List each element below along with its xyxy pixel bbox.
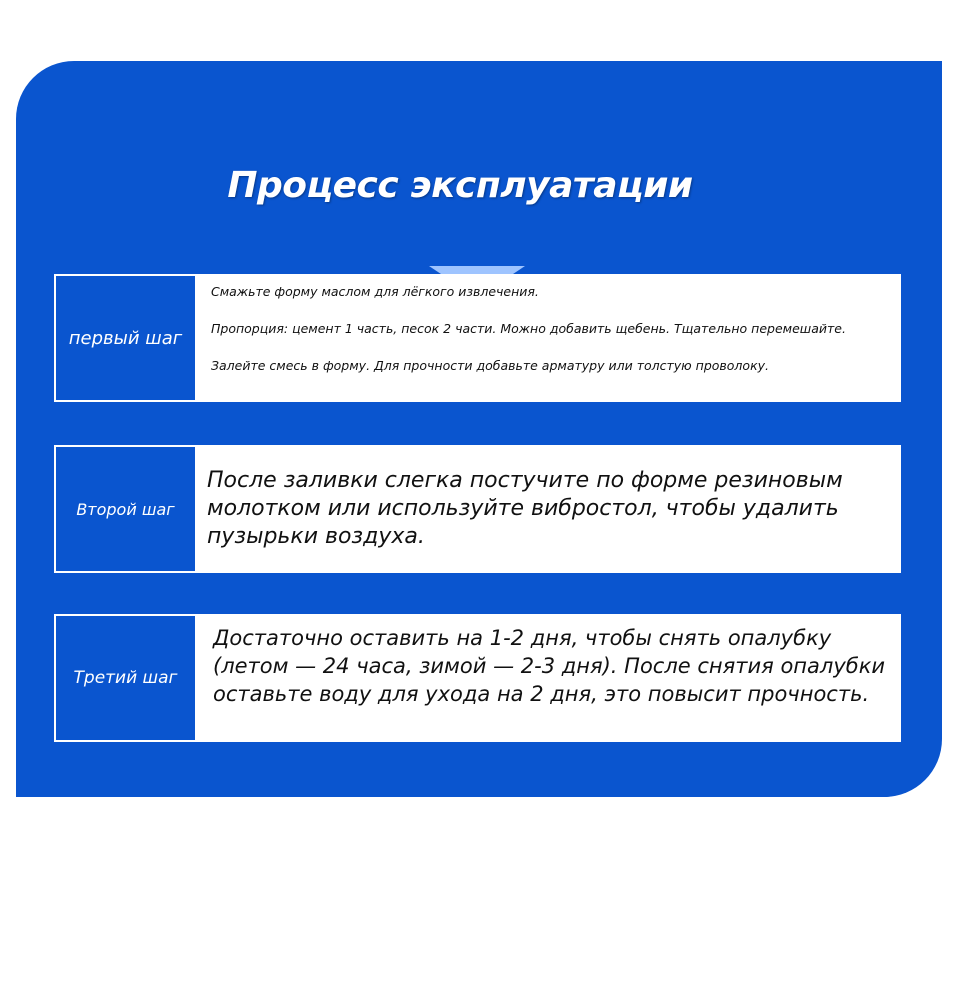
step-content-2: После заливки слегка постучите по форме резиновым молотком или используйте вибростол, чтобы удалить пузырьки воздуха. xyxy=(207,468,843,549)
step-card-3 xyxy=(54,614,901,742)
step-label-1: первый шаг xyxy=(56,276,195,400)
step-label-2: Второй шаг xyxy=(56,447,195,571)
step-content-3: Достаточно оставить на 1-2 дня, чтобы снять опалубку (летом — 24 часа, зимой — 2-3 дня). После снятия опалубки оставьте воду для ухода на 2 дня, это повысит прочность. xyxy=(213,626,886,706)
step-content-1 xyxy=(195,276,899,400)
page-title: Процесс эксплуатации xyxy=(227,165,693,206)
step-1-paragraph-3: Залейте смесь в форму. Для прочности добавьте арматуру или толстую проволоку. xyxy=(211,358,769,373)
step-card-2 xyxy=(54,445,901,573)
step-label-3: Третий шаг xyxy=(56,616,195,740)
step-1-paragraph-2: Пропорция: цемент 1 часть, песок 2 части. Можно добавить щебень. Тщательно перемешайте. xyxy=(211,321,846,336)
step-card-1 xyxy=(54,274,901,402)
step-1-paragraph-1: Смажьте форму маслом для лёгкого извлечения. xyxy=(211,284,539,299)
